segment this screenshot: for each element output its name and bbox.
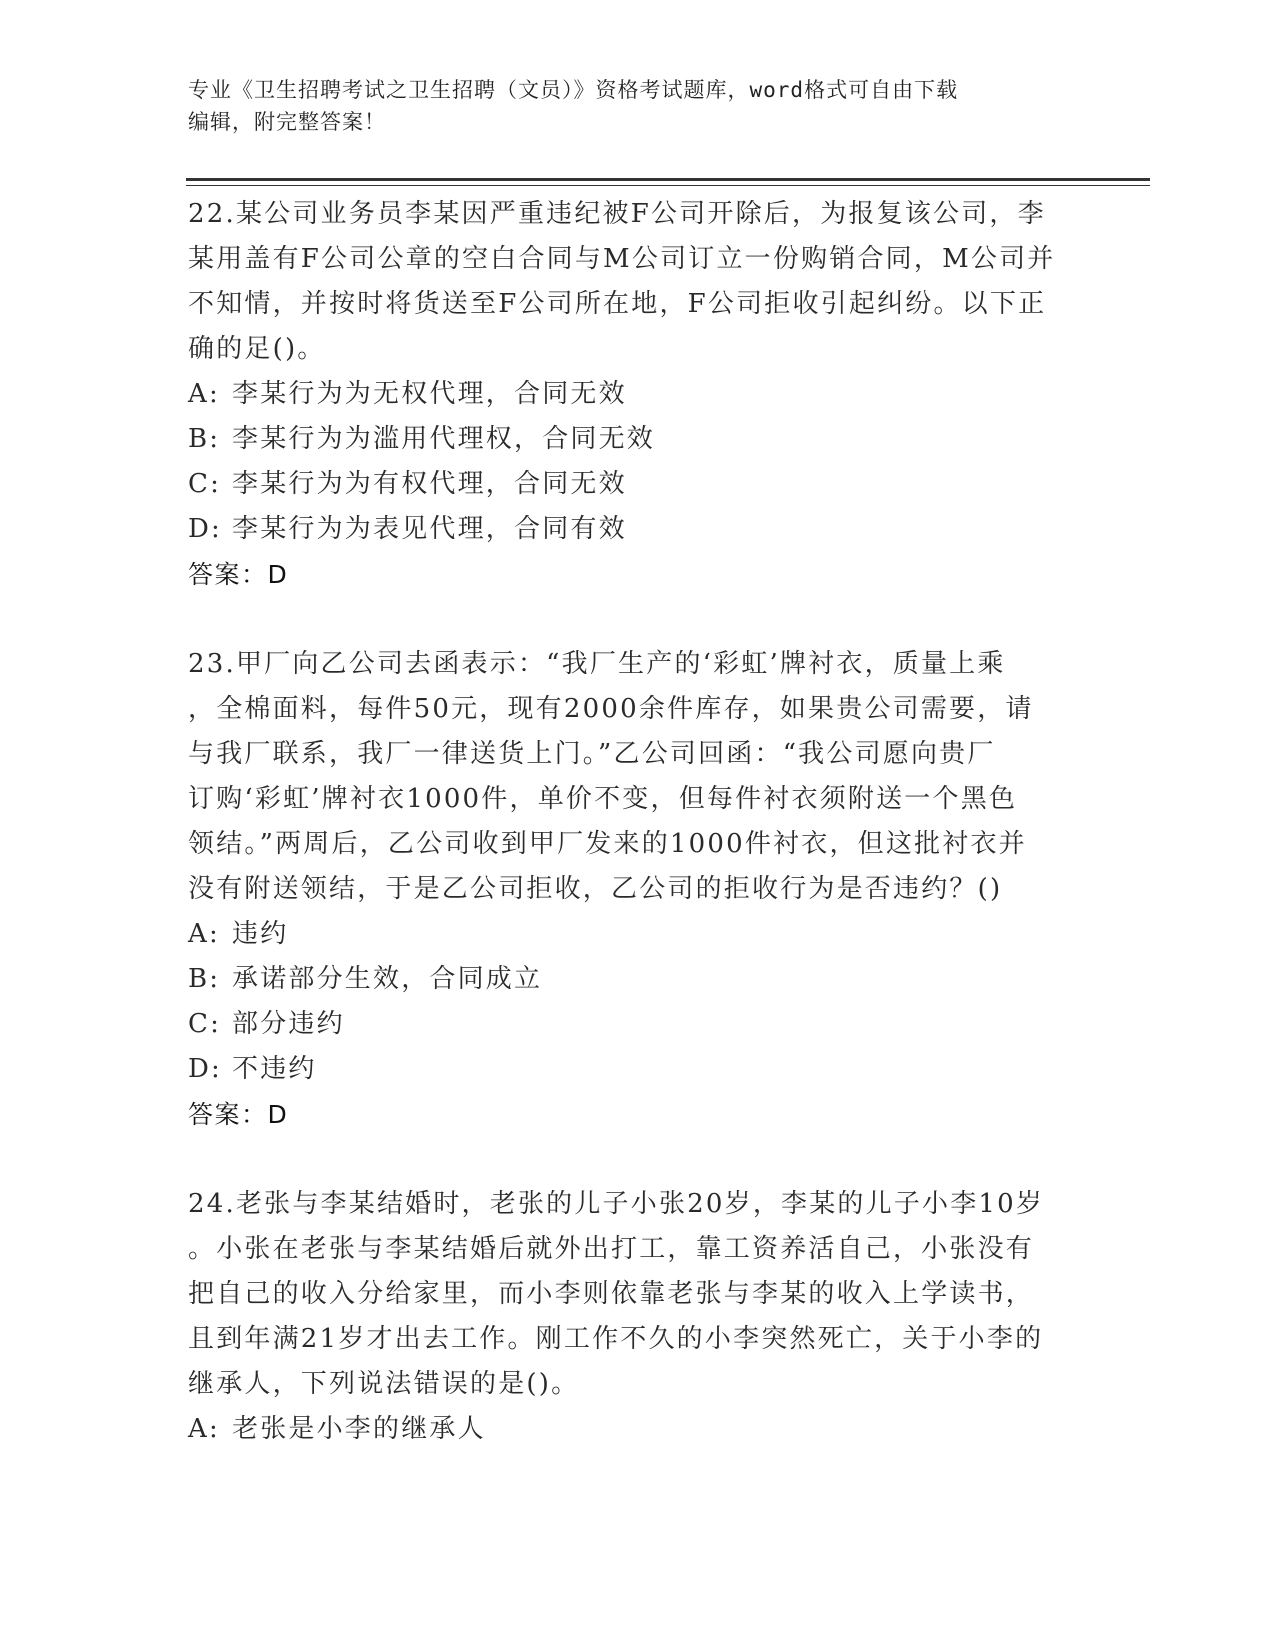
- header-divider-thick: [186, 178, 1150, 181]
- option-text: 违约: [232, 919, 289, 949]
- option-a: [188, 912, 1088, 957]
- option-c: [188, 1002, 1088, 1047]
- question-23: [188, 642, 1088, 1137]
- option-text: 李某行为为滥用代理权，合同无效: [232, 424, 656, 454]
- option-key: A:: [188, 919, 220, 949]
- question-text-line: 不知情，并按时将货送至F公司所在地，F公司拒收引起纠纷。以下正: [188, 289, 1047, 319]
- option-b: [188, 417, 1088, 462]
- question-text-line: 确的足()。: [188, 334, 326, 364]
- option-text: 李某行为为有权代理，合同无效: [232, 469, 627, 499]
- option-text: 部分违约: [232, 1009, 345, 1039]
- option-key: A:: [188, 379, 220, 409]
- option-key: C:: [188, 1009, 222, 1039]
- question-text-line: 22.某公司业务员李某因严重违纪被F公司开除后，为报复该公司，李: [188, 199, 1046, 229]
- document-header: [188, 74, 1088, 138]
- option-c: [188, 462, 1088, 507]
- option-d: [188, 1047, 1088, 1092]
- header-divider-thin: [186, 185, 1150, 186]
- question-text-line: 继承人，下列说法错误的是()。: [188, 1369, 580, 1399]
- option-text: 老张是小李的继承人: [232, 1414, 486, 1444]
- question-text-line: 某用盖有F公司公章的空白合同与M公司订立一份购销合同，M公司并: [188, 244, 1056, 274]
- question-24: [188, 1182, 1088, 1452]
- header-line-1: 专业《卫生招聘考试之卫生招聘（文员）》资格考试题库，word格式可自由下载: [188, 78, 959, 102]
- answer-label: 答案：D: [188, 1100, 289, 1129]
- question-text-line: 没有附送领结，于是乙公司拒收，乙公司的拒收行为是否违约？(): [188, 874, 1003, 904]
- option-key: B:: [188, 964, 221, 994]
- question-text-line: ，全棉面料，每件50元，现有2000余件库存，如果贵公司需要，请: [188, 694, 1034, 724]
- question-22: [188, 192, 1088, 597]
- option-key: D:: [188, 514, 223, 544]
- question-text-line: 与我厂联系，我厂一律送货上门。”乙公司回函：“我公司愿向贵厂: [188, 739, 996, 769]
- option-b: [188, 957, 1088, 1002]
- spacer: [188, 1137, 1088, 1182]
- option-d: [188, 507, 1088, 552]
- question-text-line: 。小张在老张与李某结婚后就外出打工，靠工资养活自己，小张没有: [188, 1234, 1035, 1264]
- option-key: C:: [188, 469, 222, 499]
- option-text: 李某行为为表见代理，合同有效: [232, 514, 627, 544]
- question-text-line: 领结。”两周后，乙公司收到甲厂发来的1000件衬衣，但这批衬衣并: [188, 829, 1027, 859]
- question-list: [188, 192, 1088, 1452]
- option-key: D:: [188, 1054, 223, 1084]
- option-key: B:: [188, 424, 221, 454]
- option-text: 不违约: [232, 1054, 317, 1084]
- option-a: [188, 1407, 1088, 1452]
- option-text: 李某行为为无权代理，合同无效: [232, 379, 627, 409]
- question-text-line: 订购‘彩虹’牌衬衣1000件，单价不变，但每件衬衣须附送一个黑色: [188, 784, 1018, 814]
- question-text-line: 把自己的收入分给家里，而小李则依靠老张与李某的收入上学读书，: [188, 1279, 1035, 1309]
- question-text-line: 24.老张与李某结婚时，老张的儿子小张20岁，李某的儿子小李10岁: [188, 1189, 1045, 1219]
- option-text: 承诺部分生效，合同成立: [232, 964, 543, 994]
- spacer: [188, 597, 1088, 642]
- option-key: A:: [188, 1414, 220, 1444]
- option-a: [188, 372, 1088, 417]
- answer-label: 答案：D: [188, 560, 289, 589]
- question-text-line: 23.甲厂向乙公司去函表示：“我厂生产的‘彩虹’牌衬衣，质量上乘: [188, 649, 1006, 679]
- header-line-2: 编辑，附完整答案！: [188, 110, 386, 134]
- question-text-line: 且到年满21岁才出去工作。刚工作不久的小李突然死亡，关于小李的: [188, 1324, 1044, 1354]
